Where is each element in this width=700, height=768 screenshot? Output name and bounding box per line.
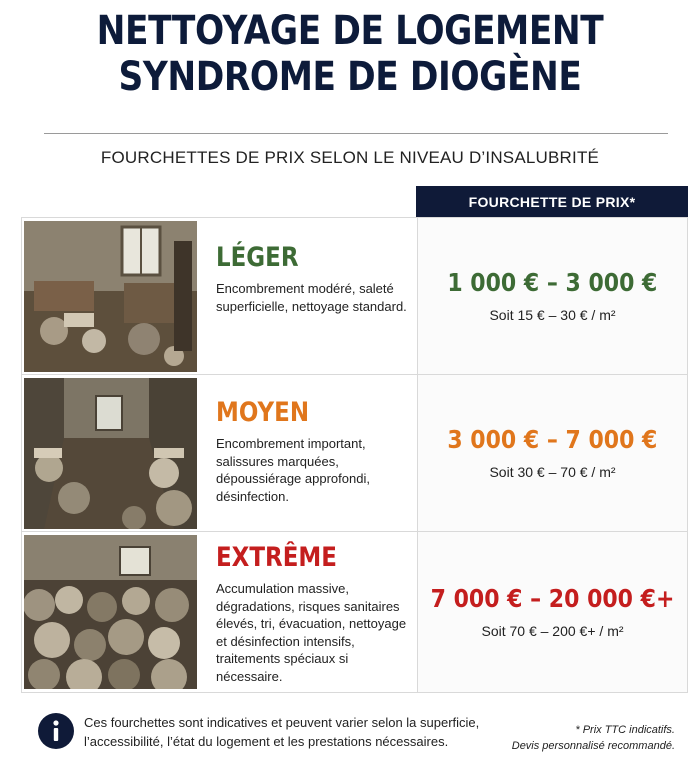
price-range: 1 000 € – 3 000 € bbox=[447, 268, 658, 297]
price-range: 3 000 € – 7 000 € bbox=[447, 425, 658, 454]
price-column-header: FOURCHETTE DE PRIX* bbox=[416, 186, 688, 217]
price-table bbox=[21, 217, 688, 693]
price-range: 7 000 € – 20 000 €+ bbox=[430, 584, 675, 613]
price-cell bbox=[417, 218, 687, 374]
footnote-line-2: Devis personnalisé recommandé. bbox=[511, 740, 675, 752]
subtitle: FOURCHETTES DE PRIX SELON LE NIVEAU D’INSALUBRITÉ bbox=[100, 148, 600, 167]
level-description: Encombrement important, salissures marquées, dépoussiérage approfondi, désinfection. bbox=[216, 436, 370, 504]
table-row-leger bbox=[22, 218, 687, 375]
table-row-moyen bbox=[22, 375, 687, 532]
info-icon bbox=[38, 713, 74, 749]
level-title: LÉGER bbox=[216, 242, 299, 273]
price-cell bbox=[417, 532, 687, 692]
price-per-m2: Soit 15 € – 30 € / m² bbox=[489, 307, 616, 323]
title-line-1: NETTOYAGE DE LOGEMENT bbox=[96, 8, 604, 54]
footnote-line-1: * Prix TTC indicatifs. bbox=[575, 724, 675, 736]
table-row-extreme bbox=[22, 532, 687, 692]
room-photo-heavy-clutter bbox=[24, 378, 197, 529]
level-description: Encombrement modéré, saleté superficielle, nettoyage standard. bbox=[216, 281, 407, 314]
page-title bbox=[49, 8, 651, 100]
level-title: EXTRÊME bbox=[216, 542, 337, 573]
price-per-m2: Soit 30 € – 70 € / m² bbox=[489, 464, 616, 480]
level-description: Accumulation massive, dégradations, risques sanitaires élevés, tri, évacuation, nettoyage et désinfection intensifs, traitements spéciaux si nécessaire. bbox=[216, 581, 407, 684]
disclaimer-note: Ces fourchettes sont indicatives et peuvent varier selon la superficie, l’accessibilité, l’état du logement et les prestations nécessaires. bbox=[84, 715, 480, 749]
price-cell bbox=[417, 375, 687, 531]
pricing-footnote bbox=[490, 722, 675, 754]
level-description-block bbox=[216, 242, 416, 315]
room-photo-light-clutter bbox=[24, 221, 197, 372]
level-title: MOYEN bbox=[216, 397, 310, 428]
title-line-2: SYNDROME DE DIOGÈNE bbox=[118, 54, 582, 100]
title-divider bbox=[44, 133, 668, 134]
room-photo-extreme-clutter bbox=[24, 535, 197, 689]
level-description-block bbox=[216, 542, 416, 685]
level-description-block bbox=[216, 397, 416, 505]
price-per-m2: Soit 70 € – 200 €+ / m² bbox=[481, 623, 624, 639]
